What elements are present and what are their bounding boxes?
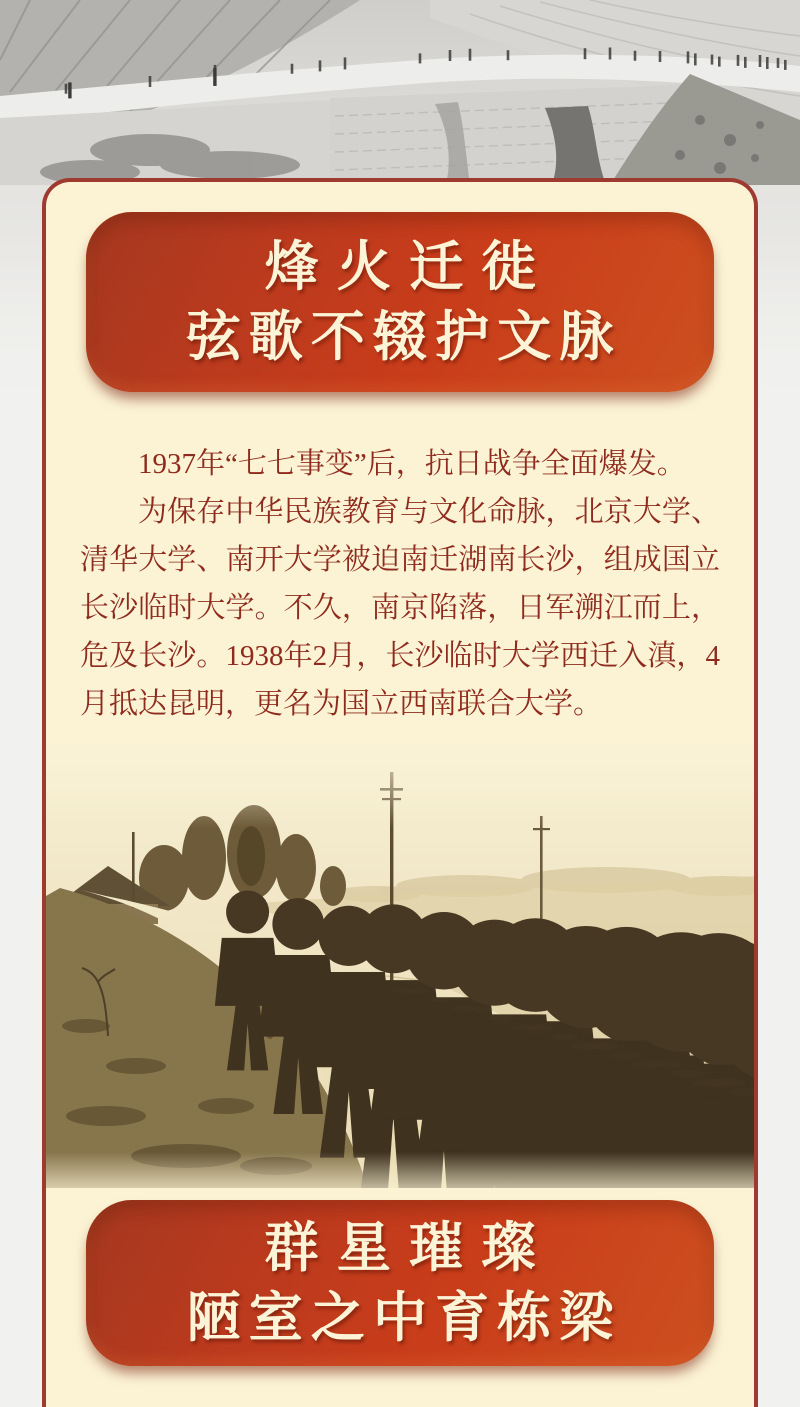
intro-paragraphs: [80, 440, 720, 730]
banner-subtitle-line: 弦歌不辍护文脉: [186, 307, 622, 367]
march-photo: [46, 736, 754, 1188]
banner-title-line: 烽火迁徙: [264, 236, 554, 297]
paragraph: 1937年“七七事变”后，抗日战争全面爆发。: [138, 448, 686, 480]
section-banner-stars: [86, 1200, 714, 1366]
banner-subtitle-line: 陋室之中育栋梁: [186, 1288, 622, 1348]
paragraph: 为保存中华民族教育与文化命脉，北京大学、清华大学、南开大学被迫南迁湖南长沙，组成国立长沙临时大学。不久，南京陷落，日军溯江而上，危及长沙。1938年2月，长沙临时大学西迁入滇，4月抵达昆明，更名为国立西南联合大学。: [80, 496, 720, 720]
photo-bottom-fade: [46, 1152, 754, 1188]
content-card: [42, 178, 758, 1407]
banner-title-line: 群星璀璨: [264, 1217, 554, 1278]
photo-top-fade: [46, 736, 754, 828]
flag-pole: [132, 832, 135, 908]
section-banner-migration: [86, 212, 714, 392]
